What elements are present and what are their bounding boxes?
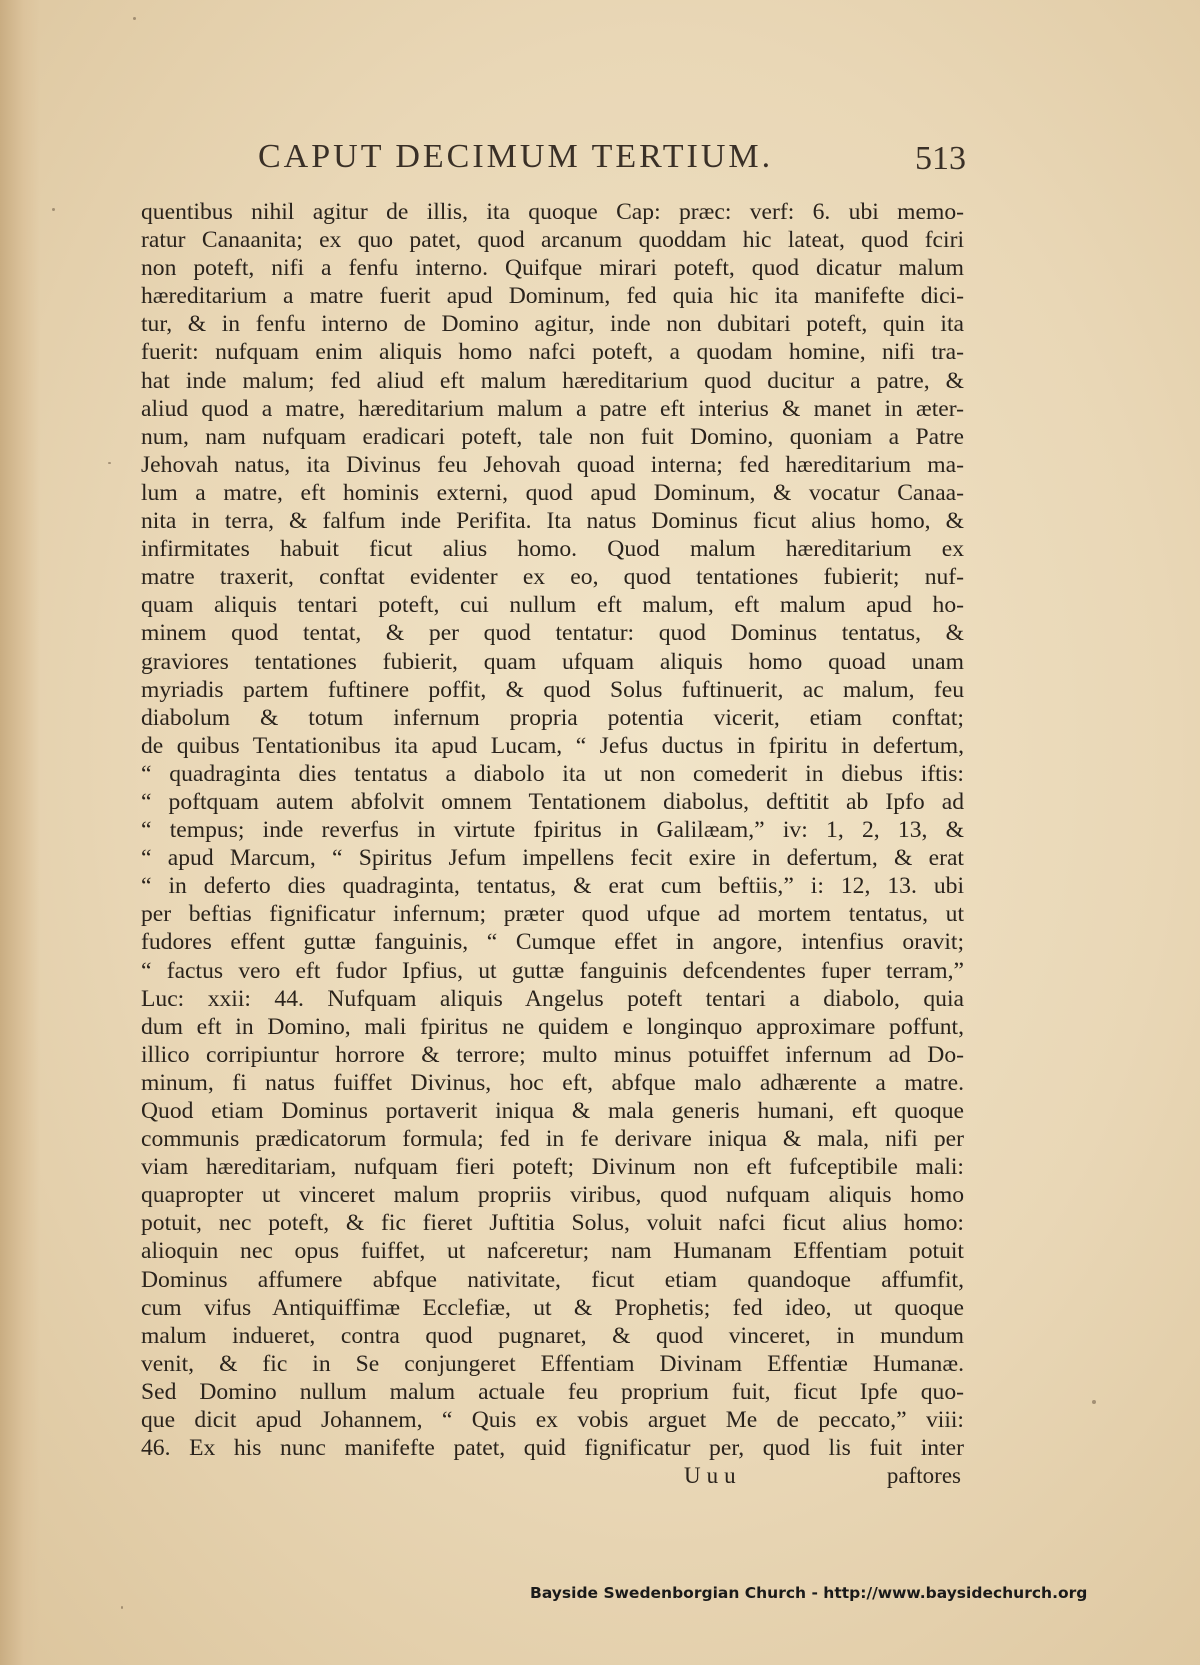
text-line: nita in terra, & falfum inde Perifita. Ita natus Dominus ficut alius homo, &: [141, 508, 964, 535]
paper-speck: [121, 1606, 123, 1609]
signature-mark: Uuu: [684, 1463, 742, 1488]
binding-gutter: [0, 0, 40, 1665]
text-line: venit, & fic in Se conjungeret Effentiam Divinam Effentiæ Humanæ.: [141, 1350, 964, 1377]
body-text: [141, 198, 964, 1462]
text-line: hæreditarium a matre fuerit apud Dominum, fed quia hic ita manifefte dici-: [141, 283, 964, 310]
text-line: de quibus Tentationibus ita apud Lucam, “ Jefus ductus in fpiritu in defertum,: [141, 732, 964, 759]
text-line: tur, & in fenfu interno de Domino agitur, inde non dubitari poteft, quin ita: [141, 311, 964, 338]
text-line: “ quadraginta dies tentatus a diabolo ita ut non comederit in diebus iftis:: [141, 760, 964, 787]
watermark-credit: Bayside Swedenborgian Church - http://www.baysidechurch.org: [530, 1584, 1088, 1602]
text-line: quam aliquis tentari poteft, cui nullum eft malum, eft malum apud ho-: [141, 592, 964, 619]
page-number: 513: [915, 140, 966, 177]
text-line: Quod etiam Dominus portaverit iniqua & mala generis humani, eft quoque: [141, 1098, 964, 1124]
text-line: graviores tentationes fubierit, quam ufquam aliquis homo quoad unam: [141, 648, 964, 675]
text-line: communis prædicatorum formula; fed in fe derivare iniqua & mala, nifi per: [141, 1126, 964, 1153]
text-line: lum a matre, eft hominis externi, quod apud Dominum, & vocatur Canaa-: [141, 479, 964, 506]
text-line: dum eft in Domino, mali fpiritus ne quidem e longinquo approximare poffunt,: [141, 1013, 964, 1040]
text-line: Sed Domino nullum malum actuale feu proprium fuit, ficut Ipfe quo-: [141, 1378, 964, 1405]
page-footer: [141, 1463, 964, 1493]
text-line: ratur Canaanita; ex quo patet, quod arcanum quoddam hic lateat, quod fciri: [141, 227, 964, 254]
text-line: aliud quod a matre, hæreditarium malum a patre eft interius & manet in æter-: [141, 395, 964, 422]
text-line: illico corripiuntur horrore & terrore; multo minus potuiffet infernum ad Do-: [141, 1041, 964, 1068]
text-line: Luc: xxii: 44. Nufquam aliquis Angelus poteft tentari a diabolo, quia: [141, 985, 964, 1012]
text-line: num, nam nufquam eradicari poteft, tale non fuit Domino, quoniam a Patre: [141, 423, 964, 450]
text-line: infirmitates habuit ficut alius homo. Quod malum hæreditarium ex: [141, 536, 964, 563]
text-line: myriadis partem fuftinere poffit, & quod Solus fuftinuerit, ac malum, feu: [141, 676, 964, 703]
text-line: 46. Ex his nunc manifefte patet, quid fignificatur per, quod lis fuit inter: [141, 1435, 964, 1462]
text-line: “ poftquam autem abfolvit omnem Tentationem diabolus, deftitit ab Ipfo ad: [141, 788, 964, 815]
text-line: “ apud Marcum, “ Spiritus Jefum impellens fecit exire in defertum, & erat: [141, 845, 964, 872]
text-line: per beftias fignificatur infernum; præter quod ufque ad mortem tentatus, ut: [141, 901, 964, 928]
text-line: “ tempus; inde reverfus in virtute fpiritus in Galilæam,” iv: 1, 2, 13, &: [141, 817, 964, 844]
text-line: fuerit: nufquam enim aliquis homo nafci poteft, a quodam homine, nifi tra-: [141, 339, 964, 366]
running-head: CAPUT DECIMUM TERTIUM.: [258, 138, 774, 175]
text-line: minem quod tentat, & per quod tentatur: quod Dominus tentatus, &: [141, 620, 964, 647]
text-line: alioquin nec opus fuiffet, ut nafceretur; nam Humanam Effentiam potuit: [141, 1238, 964, 1265]
text-line: “ factus vero eft fudor Ipfius, ut guttæ fanguinis defcendentes fuper terram,”: [141, 957, 964, 984]
text-line: fudores effent guttæ fanguinis, “ Cumque effet in angore, intenfius oravit;: [141, 929, 964, 956]
paper-speck: [133, 17, 136, 20]
text-line: Jehovah natus, ita Divinus feu Jehovah quoad interna; fed hæreditarium ma-: [141, 451, 964, 478]
text-line: minum, fi natus fuiffet Divinus, hoc eft, abfque malo adhærente a matre.: [141, 1069, 964, 1096]
text-line: viam hæreditariam, nufquam fieri poteft; Divinum non eft fufceptibile mali:: [141, 1154, 964, 1181]
paper-speck: [1092, 1400, 1096, 1404]
paper-speck: [108, 462, 111, 464]
text-line: Dominus affumere abfque nativitate, ficut etiam quandoque affumfit,: [141, 1266, 964, 1293]
paper-speck: [52, 208, 55, 211]
text-line: matre traxerit, conftat evidenter ex eo, quod tentationes fubierit; nuf-: [141, 564, 964, 591]
text-line: cum vifus Antiquiffimæ Ecclefiæ, ut & Prophetis; fed ideo, ut quoque: [141, 1294, 964, 1321]
text-line: quapropter ut vinceret malum propriis viribus, quod nufquam aliquis homo: [141, 1182, 964, 1209]
text-line: “ in deferto dies quadraginta, tentatus, & erat cum beftiis,” i: 12, 13. ubi: [141, 873, 964, 900]
catchword: paftores: [886, 1463, 961, 1488]
text-line: quentibus nihil agitur de illis, ita quoque Cap: præc: verf: 6. ubi memo-: [141, 199, 964, 225]
text-line: potuit, nec poteft, & fic fieret Juftitia Solus, voluit nafci ficut alius homo:: [141, 1210, 964, 1237]
text-line: diabolum & totum infernum propria potentia vicerit, etiam conftat;: [141, 704, 964, 731]
text-line: hat inde malum; fed aliud eft malum hæreditarium quod ducitur a patre, &: [141, 367, 964, 394]
text-line: non poteft, nifi a fenfu interno. Quifque mirari poteft, quod dicatur malum: [141, 255, 964, 282]
text-line: malum indueret, contra quod pugnaret, & quod vinceret, in mundum: [141, 1322, 964, 1349]
text-line: que dicit apud Johannem, “ Quis ex vobis arguet Me de peccato,” viii:: [141, 1407, 964, 1434]
